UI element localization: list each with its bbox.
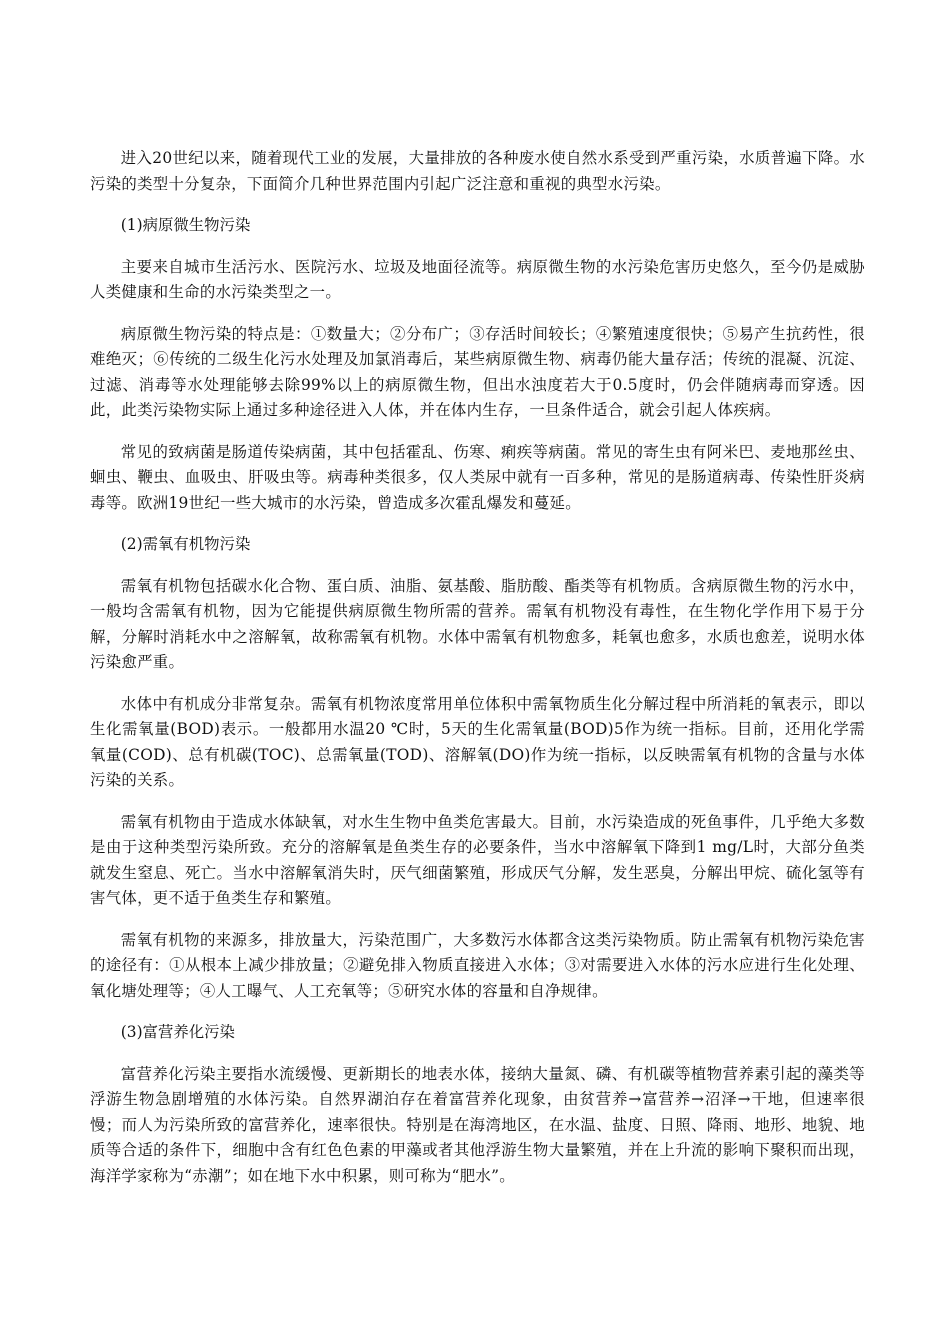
- paragraph-oxygen-definition: 需氧有机物包括碳水化合物、蛋白质、油脂、氨基酸、脂肪酸、酯类等有机物质。含病原微生物的污水中，一般均含需氧有机物，因为它能提供病原微生物所需的营养。需氧有机物没有毒性，在生物化学作用下易于分解，分解时消耗水中之溶解氧，故称需氧有机物。水体中需氧有机物愈多，耗氧也愈多，水质也愈差，说明水体污染愈严重。: [90, 576, 865, 671]
- document-body: [90, 146, 865, 1205]
- paragraph-intro: 进入20世纪以来，随着现代工业的发展，大量排放的各种废水使自然水系受到严重污染，水质普遍下降。水污染的类型十分复杂，下面简介几种世界范围内引起广泛注意和重视的典型水污染。: [90, 149, 865, 193]
- section-heading-eutrophication: (3)富营养化污染: [120, 1023, 235, 1041]
- paragraph-pathogen-source: 主要来自城市生活污水、医院污水、垃圾及地面径流等。病原微生物的水污染危害历史悠久，至今仍是威胁人类健康和生命的水污染类型之一。: [90, 257, 865, 301]
- paragraph-eutrophication: 富营养化污染主要指水流缓慢、更新期长的地表水体，接纳大量氮、磷、有机碳等植物营养素引起的藻类等浮游生物急剧增殖的水体污染。自然界湖泊存在着富营养化现象，由贫营养→富营养→沼泽→干地，但速率很慢；而人为污染所致的富营养化，速率很快。特别是在海湾地区，在水温、盐度、日照、降雨、地形、地貌、地质等合适的条件下，细胞中含有红色色素的甲藻或者其他浮游生物大量繁殖，并在上升流的影响下聚积而出现，海洋学家称为“赤潮”；如在地下水中积累，则可称为“肥水”。: [90, 1064, 865, 1185]
- section-heading-oxygen-demand: (2)需氧有机物污染: [120, 535, 251, 553]
- paragraph-pathogen-examples: 常见的致病菌是肠道传染病菌，其中包括霍乱、伤寒、痢疾等病菌。常见的寄生虫有阿米巴、麦地那丝虫、蛔虫、鞭虫、血吸虫、肝吸虫等。病毒种类很多，仅人类尿中就有一百多种，常见的是肠道病毒、传染性肝炎病毒等。欧洲19世纪一些大城市的水污染，曾造成多次霍乱爆发和蔓延。: [90, 442, 865, 512]
- paragraph-oxygen-prevention: 需氧有机物的来源多，排放量大，污染范围广，大多数污水体都含这类污染物质。防止需氧有机物污染危害的途径有：①从根本上减少排放量；②避免排入物质直接进入水体；③对需要进入水体的污水应进行生化处理、氧化塘处理等；④人工曝气、人工充氧等；⑤研究水体的容量和自净规律。: [90, 930, 865, 1000]
- paragraph-pathogen-features: 病原微生物污染的特点是：①数量大；②分布广；③存活时间较长；④繁殖速度很快；⑤易产生抗药性，很难绝灭；⑥传统的二级生化污水处理及加氯消毒后，某些病原微生物、病毒仍能大量存活；传统的混凝、沉淀、过滤、消毒等水处理能够去除99%以上的病原微生物，但出水浊度若大于0.5度时，仍会伴随病毒而穿透。因此，此类污染物实际上通过多种途径进入人体，并在体内生存，一旦条件适合，就会引起人体疾病。: [90, 324, 865, 419]
- paragraph-oxygen-harm: 需氧有机物由于造成水体缺氧，对水生生物中鱼类危害最大。目前，水污染造成的死鱼事件，几乎绝大多数是由于这种类型污染所致。充分的溶解氧是鱼类生存的必要条件，当水中溶解氧下降到1 mg/L时，大部分鱼类就发生窒息、死亡。当水中溶解氧消失时，厌气细菌繁殖，形成厌气分解，发生恶臭，分解出甲烷、硫化氢等有害气体，更不适于鱼类生存和繁殖。: [90, 812, 865, 907]
- section-heading-pathogen: (1)病原微生物污染: [120, 216, 251, 234]
- paragraph-oxygen-measurement: 水体中有机成分非常复杂。需氧有机物浓度常用单位体积中需氧物质生化分解过程中所消耗的氧表示，即以生化需氧量(BOD)表示。一般都用水温20 ℃时，5天的生化需氧量(BOD)5作为统一指标。目前，还用化学需氧量(COD)、总有机碳(TOC)、总需氧量(TOD)、溶解氧(DO)作为统一指标，以反映需氧有机物的含量与水体污染的关系。: [90, 694, 865, 789]
